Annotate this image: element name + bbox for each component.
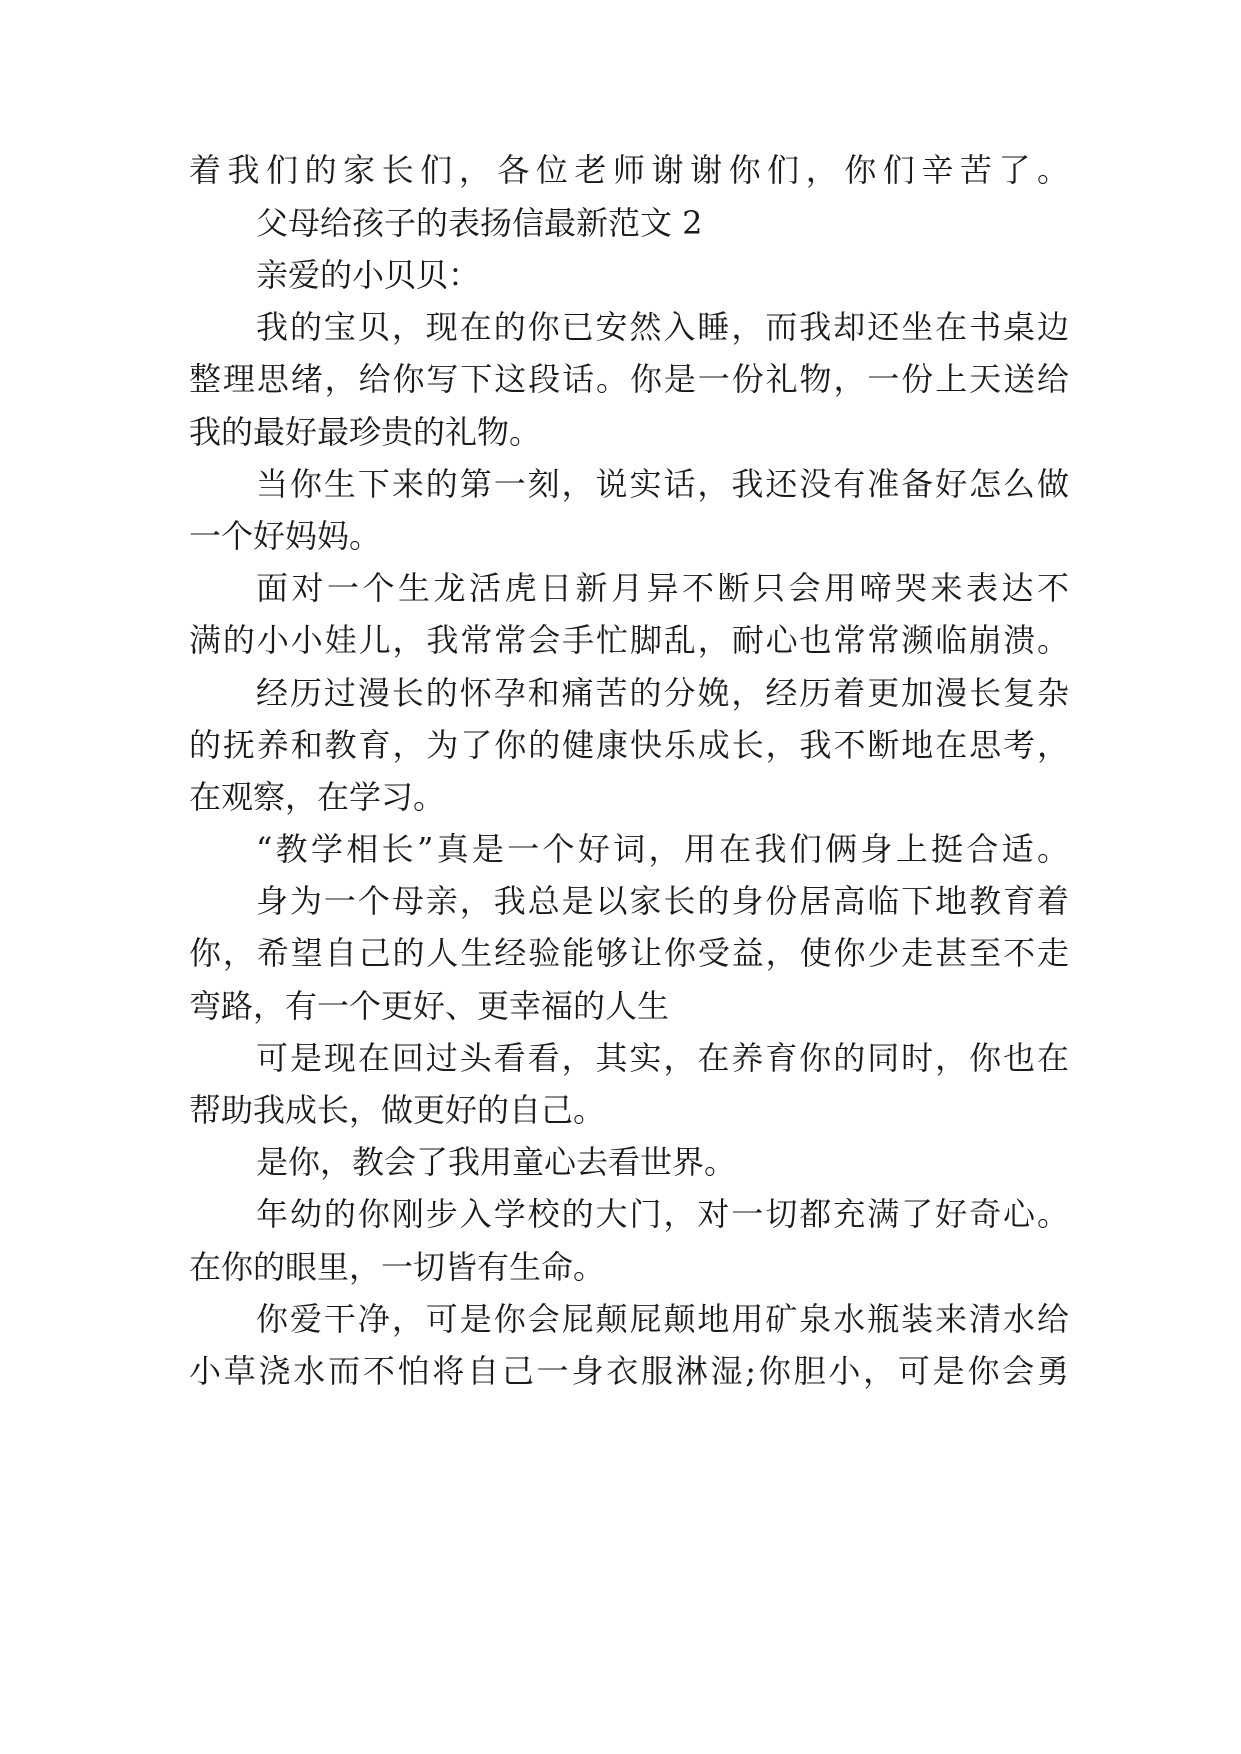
text-line: 年幼的你刚步入学校的大门，对一切都充满了好奇心。	[256, 1195, 1069, 1233]
text-line: 面对一个生龙活虎日新月异不断只会用啼哭来表达不	[256, 569, 1069, 607]
text-line: 小草浇水而不怕将自己一身衣服淋湿;你胆小，可是你会勇	[189, 1352, 1069, 1390]
text-line: 经历过漫长的怀孕和痛苦的分娩，经历着更加漫长复杂	[256, 674, 1069, 712]
text-line: 我的最好最珍贵的礼物。	[189, 413, 542, 451]
text-line: 弯路，有一个更好、更幸福的人生	[189, 987, 670, 1025]
text-line: 的抚养和教育，为了你的健康快乐成长，我不断地在思考，	[189, 726, 1069, 764]
section-heading: 父母给孩子的表扬信最新范文 2	[256, 204, 703, 242]
salutation: 亲爱的小贝贝：	[256, 256, 481, 294]
text-line: 当你生下来的第一刻，说实话，我还没有准备好怎么做	[256, 465, 1069, 503]
text-line: 在观察，在学习。	[189, 778, 446, 816]
text-line: 我的宝贝，现在的你已安然入睡，而我却还坐在书桌边	[256, 308, 1069, 346]
text-line: 满的小小娃儿，我常常会手忙脚乱，耐心也常常濒临崩溃。	[189, 621, 1069, 659]
text-line: 你，希望自己的人生经验能够让你受益，使你少走甚至不走	[189, 934, 1069, 972]
text-line: “教学相长”真是一个好词，用在我们俩身上挺合适。	[256, 830, 1069, 868]
text-line: 身为一个母亲，我总是以家长的身份居高临下地教育着	[256, 882, 1069, 920]
text-line: 整理思绪，给你写下这段话。你是一份礼物，一份上天送给	[189, 360, 1069, 398]
text-line: 在你的眼里，一切皆有生命。	[189, 1248, 606, 1286]
text-line: 着我们的家长们，各位老师谢谢你们，你们辛苦了。	[189, 151, 1069, 189]
text-line: 你爱干净，可是你会屁颠屁颠地用矿泉水瓶装来清水给	[256, 1300, 1069, 1338]
text-line: 可是现在回过头看看，其实，在养育你的同时，你也在	[256, 1039, 1069, 1077]
text-line: 帮助我成长，做更好的自己。	[189, 1091, 606, 1129]
text-line: 一个好妈妈。	[189, 517, 382, 555]
text-line: 是你，教会了我用童心去看世界。	[256, 1143, 737, 1181]
